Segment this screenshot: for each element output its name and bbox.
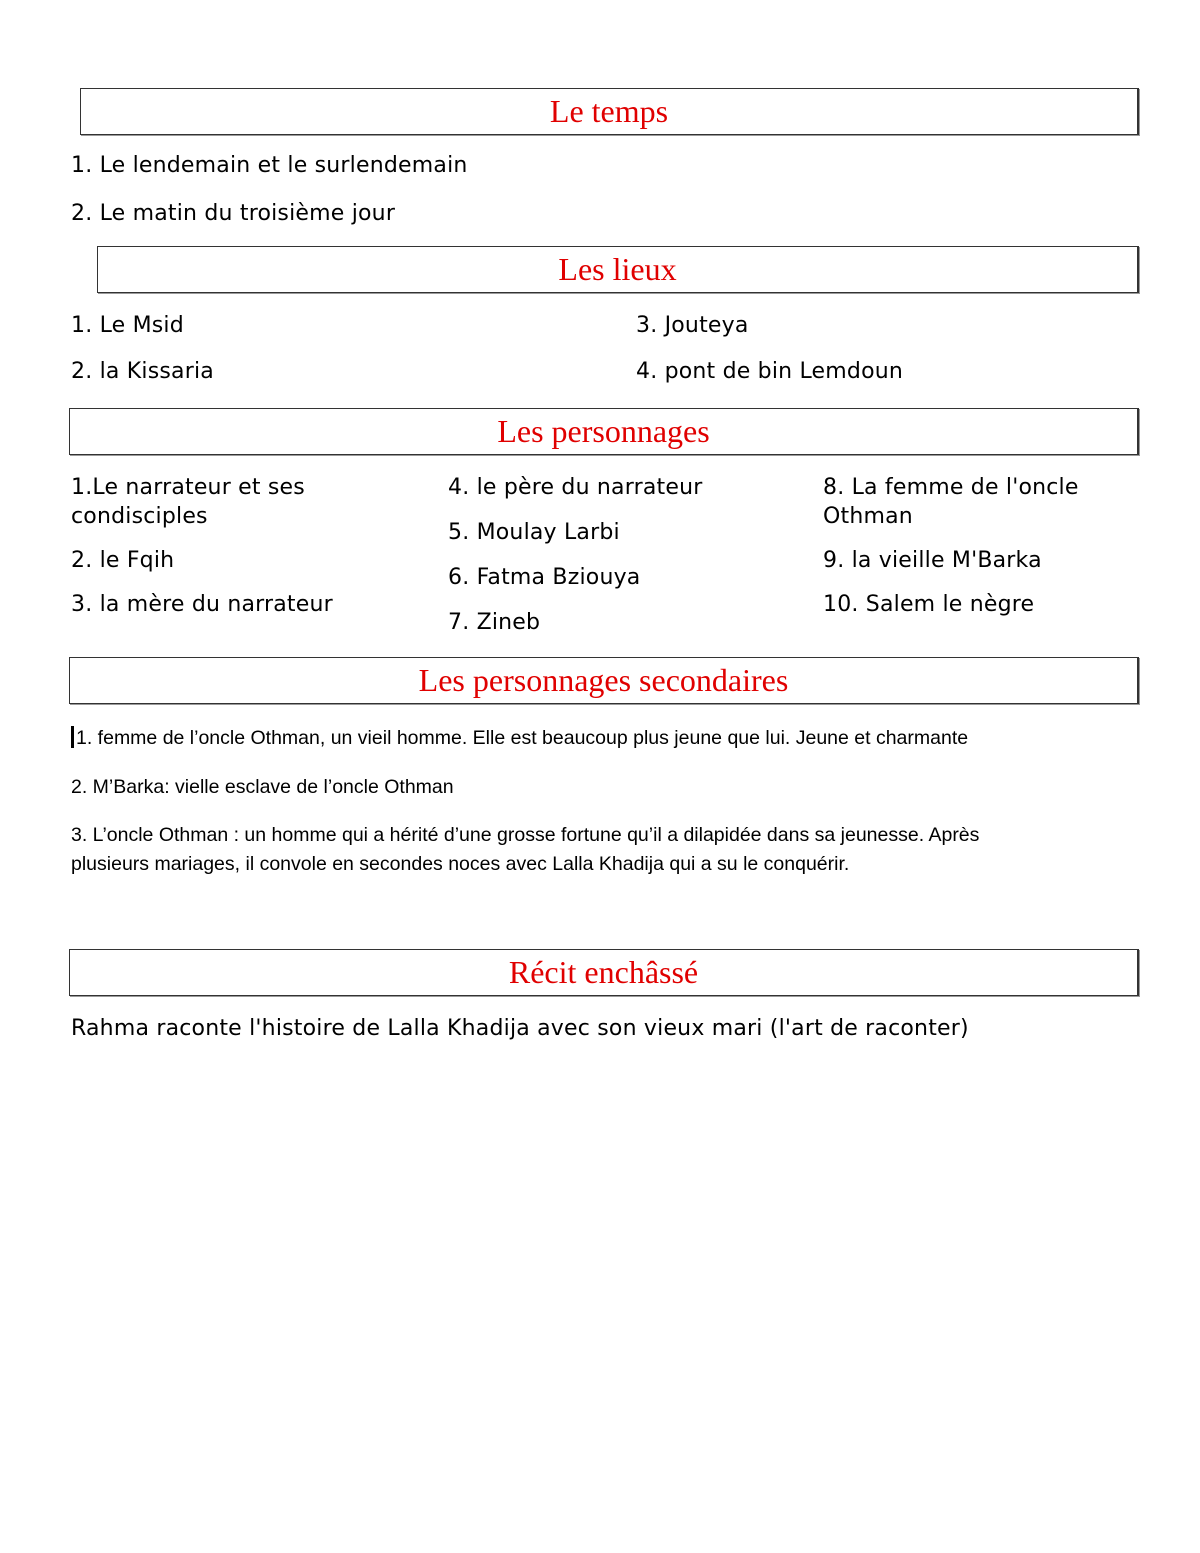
personnage-item-7: 7. Zineb: [448, 610, 541, 635]
personnage-item-4: 4. le père du narrateur: [448, 475, 703, 500]
personnage-item-5: 5. Moulay Larbi: [448, 520, 620, 545]
secondaire-item-3-line-2: plusieurs mariages, il convole en secondes noces avec Lalla Khadija qui a su le conquérir.: [71, 853, 850, 875]
temps-item-2: 2. Le matin du troisième jour: [71, 201, 396, 226]
lieux-item-2: 2. la Kissaria: [71, 359, 214, 384]
secondaire-item-3-line-1: 3. L’oncle Othman : un homme qui a hérité d’une grosse fortune qu’il a dilapidée dans sa jeunesse. Après: [71, 824, 980, 846]
personnage-item-8: 8. La femme de l'oncle Othman: [823, 475, 1079, 529]
secondaire-item-1-text: 1. femme de l’oncle Othman, un vieil homme. Elle est beaucoup plus jeune que lui. Jeune et charmante: [76, 727, 969, 749]
lieux-item-4: 4. pont de bin Lemdoun: [636, 359, 904, 384]
personnage-item-9: 9. la vieille M'Barka: [823, 548, 1042, 573]
heading-le-temps: Le temps: [80, 88, 1139, 135]
text-cursor: [71, 726, 74, 748]
secondaire-item-1: [71, 724, 968, 753]
lieux-item-1: 1. Le Msid: [71, 313, 184, 338]
recit-text: Rahma raconte l'histoire de Lalla Khadija avec son vieux mari (l'art de raconter): [71, 1016, 969, 1041]
lieux-item-3: 3. Jouteya: [636, 313, 749, 338]
personnage-item-1: 1.Le narrateur et ses condisciples: [71, 475, 305, 529]
personnage-item-2: 2. le Fqih: [71, 548, 175, 573]
heading-les-personnages: Les personnages: [69, 408, 1139, 455]
personnage-item-10: 10. Salem le nègre: [823, 592, 1035, 617]
personnage-item-6: 6. Fatma Bziouya: [448, 565, 641, 590]
heading-les-lieux: Les lieux: [97, 246, 1139, 293]
temps-item-1: 1. Le lendemain et le surlendemain: [71, 153, 468, 178]
heading-personnages-secondaires: Les personnages secondaires: [69, 657, 1139, 704]
personnage-item-3: 3. la mère du narrateur: [71, 592, 333, 617]
heading-recit-enchasse: Récit enchâssé: [69, 949, 1139, 996]
secondaire-item-2: 2. M’Barka: vielle esclave de l’oncle Othman: [71, 776, 454, 798]
